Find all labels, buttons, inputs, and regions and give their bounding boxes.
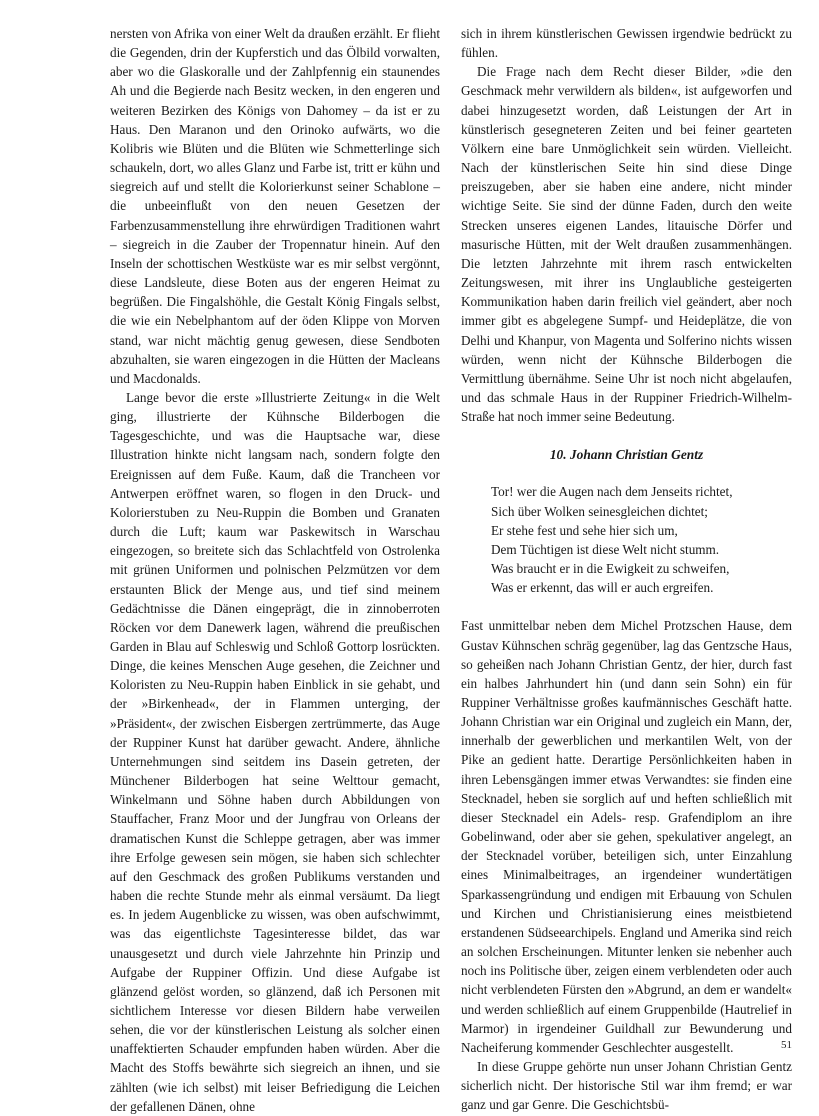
poem-epigraph [491,482,792,597]
left-column [110,24,440,1116]
poem-line: Tor! wer die Augen nach dem Jenseits richtet, [491,484,733,500]
paragraph: Die Frage nach dem Recht dieser Bilder, »die den Geschmack mehr verwildern als bilden«, ist aufgeworfen und dabei hinzugesetzt worden, daß Leistungen der Art in künstlerisch gesegneteren Zeiten und bei feiner gearteten Völkern eine bare Unmöglichkeit sein würden. Vielleicht. Nach der künstlerischen Seite hin sind diese Dinge preiszugeben, aber sie haben eine andere, nicht minder wichtige Seite. Sie sind der dünne Faden, durch den weite Strecken unseres eigenen Landes, litauische Dörfer und masurische Hütten, mit der Welt draußen zusammenhängen. Die letzten Jahrzehnte mit ihrem rasch entwickelten Zeitungswesen, mit ihrer ins Unglaubliche gesteigerten Kommunikation haben darin freilich viel geändert, aber noch immer gibt es abgelegene Sumpf- und Heideplätze, die von Delhi und Khanpur, von Magenta und Solferino nichts wissen würden, wenn nicht der Kühnsche Bilderbogen die Vermittlung übernähme. Seine Uhr ist noch nicht abgelaufen, und das schmale Haus in der Ruppiner Friedrich-Wilhelm-Straße hat noch immer seine Bedeutung. [461,64,792,425]
right-column [461,24,792,1114]
poem-line: Sich über Wolken seinesgleichen dichtet; [491,503,708,519]
paragraph: Lange bevor die erste »Illustrierte Zeitung« in die Welt ging, illustrierte der Kühnsche Bilderbogen die Tagesgeschichte, und was die Hauptsache war, diese Illustration hinkte nicht langsam nach, sondern folgte den Ereignissen auf dem Fuße. Kaum, daß die Trancheen vor Antwerpen eröffnet waren, so flogen in den Druck- und Kolorierstuben zu Neu-Ruppin die Bomben und Granaten durch die Luft; kaum war Paskewitsch in Warschau eingezogen, so breitete sich das Schlachtfeld von Ostrolenka mit grünen Uniformen und polnischen Pelzmützen vor dem erstaunten Blick der Menge aus, und tief sind meinem Gedächtnisse die Dänen eingeprägt, die in zinnoberroten Röcken vor dem Danewerk lagen, während die preußischen Garden in Blau auf Schleswig und Schloß Gottorp losrückten. Dinge, die keines Menschen Auge gesehen, die Zeichner und Koloristen zu Neu-Ruppin haben Einblick in sie gehabt, und der »Birkenhead«, der in Flammen unterging, der »Präsident«, der zwischen Eisbergen zertrümmerte, das Auge der Ruppiner Kunst hat darüber gewacht. Andere, ähnliche Unternehmungen sind seitdem ins Dasein getreten, der Münchener Bilderbogen hat seine Welttour gemacht, Winkelmann und Söhne haben durch Abbildungen von Stauffacher, Franz Moor und der Jungfrau von Orleans der dramatischen Kunst die Schleppe getragen, aber was immer ihre Erfolge gewesen sein mögen, sie haben sich schlechter auf den Geschmack des großen Publikums verstanden und haben die rechte Stunde mehr als einmal versäumt. Da liegt es. In jedem Augenblicke zu wissen, was oben aufschwimmt, was das eigentlichste Tagesinteresse bildet, das war unausgesetzt und durch viele Jahrzehnte hin Prinzip und Aufgabe der Ruppiner Offizin. Und diese Aufgabe ist glänzend gelöst worden, so glänzend, daß ich Personen mit sichtlichem Interesse vor diesen Bildern habe verweilen sehen, die vor der künstlerischen Leistung als solcher einen unaffektierten Schauder empfunden haben würden. Aber die Macht des Stoffs bewährte sich siegreich an ihnen, und sie zählten (wie ich selbst) mit leiser Befriedigung die Leichen der gefallenen Dänen, ohne [110,389,440,1114]
paragraph: nersten von Afrika von einer Welt da draußen erzählt. Er flieht die Gegenden, drin der Kupferstich und das Ölbild vorwalten, aber wo die Glaskoralle und der Zahlpfennig ein staunendes Ah und die Begierde nach Besitz wecken, in den engeren und weiteren Bezirken des Königs von Dahomey – da ist er zu Haus. Den Maranon und den Orinoko aufwärts, wo die Kolibris wie Blüten und die Blüten wie Schmetterlinge sich schaukeln, dort, wo alles Glanz und Farbe ist, tritt er kühn und siegreich auf und stellt die Kolorierkunst seiner Schablone – die unbeeinflußt von den neuen Gesetzen der Farbenzusammenstellung ihre ehrwürdigen Traditionen wahrt – siegreich in die Zauber der Tropennatur hinein. Auf den Inseln der schottischen Westküste war es mir selbst vergönnt, diese Landsleute, diese Boten aus der engeren Heimat zu begrüßen. Die Fingalshöhle, die Gestalt König Fingals selbst, die wie ein Nebelphantom auf der öden Klippe von Morven stand, war nicht mächtig genug gewesen, diese Sendboten abzuhalten, sie waren eingezogen in die Hütten der Macleans und Macdonalds. [110,26,440,386]
paragraph: In diese Gruppe gehörte nun unser Johann Christian Gentz sicherlich nicht. Der historische Stil war ihm fremd; er war ganz und gar Genre. Die Geschichtsbü- [461,1058,792,1113]
paragraph: sich in ihrem künstlerischen Gewissen irgendwie bedrückt zu fühlen. [461,26,792,61]
spacer [461,597,792,616]
poem-line: Dem Tüchtigen ist diese Welt nicht stumm. [491,541,720,557]
poem-line: Was er erkennt, das will er auch ergreifen. [491,580,714,596]
poem-line: Was braucht er in die Ewigkeit zu schweifen, [491,561,730,577]
paragraph: Fast unmittelbar neben dem Michel Protzschen Hause, dem Gustav Kühnschen schräg gegenüber, lag das Gentzsche Haus, so geheißen nach Johann Christian Gentz, der hier, durch fast ein halbes Jahrhundert hin (und dann sein Sohn) ein für Ruppiner Verhältnisse großes kaufmännisches Geschäft hatte. Johann Christian war ein Original und zugleich ein Mann, der, innerhalb der gewerblichen und merkantilen Welt, von der Pike an gedient hatte. Derartige Persönlichkeiten haben in ihren Lebensgängen immer etwas Verwandtes: sie finden eine Stecknadel, heben sie sorglich auf und heften schließlich mit dieser Stecknadel ein Adels- resp. Grafendiplom an ihre Gobelinwand, oder aber sie gehen, spekulativer angelegt, an der Stecknadel vorüber, beteiligen sich, unter Einzahlung eines Minimalbeitrages, an irgendeiner wundertätigen Sparkassengründung und endigen mit Erbauung von Schulen und Kirchen und Christianisierung eines meistbietend erstandenen Südseearchipels. England und Amerika sind reich an solchen Erscheinungen. Mitunter lenken sie nebenher auch noch ins Politische über, zeigen einem verblendeten oder auch nicht verblendeten Fürsten den »Abgrund, an dem er wandelt« und werden schließlich auf einem Gruppenbilde (Hautrelief in Marmor) in irgendeiner Guildhall zur Bewunderung und Nacheiferung kommender Geschlechter ausgestellt. [461,618,792,1055]
chapter-heading: 10. Johann Christian Gentz [549,447,704,463]
poem-line: Er stehe fest und sehe hier sich um, [491,522,678,538]
page-number: 51 [781,1039,792,1051]
